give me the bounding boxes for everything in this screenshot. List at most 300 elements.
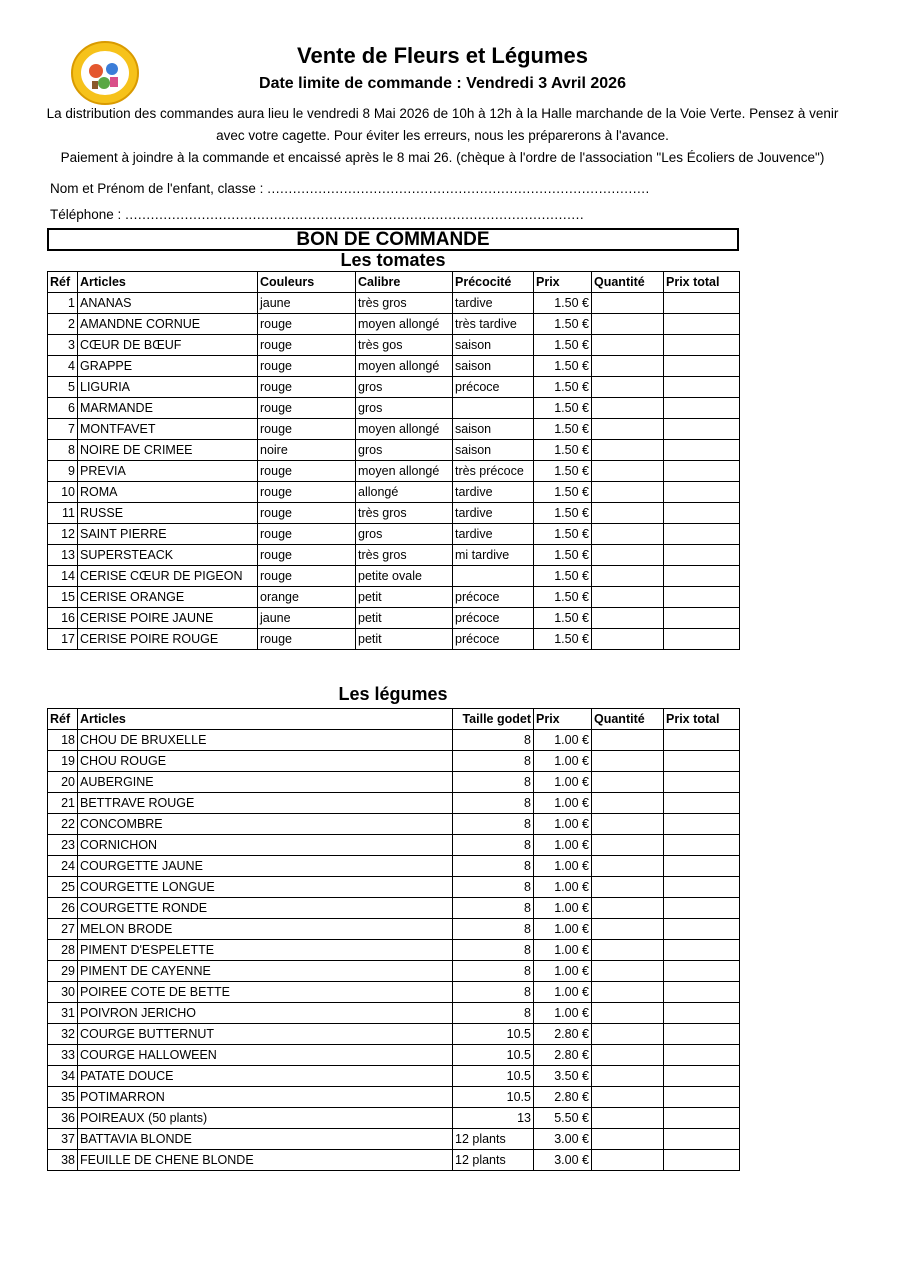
table-row [48,1045,740,1066]
vegetables-table [47,708,740,1171]
quantity-cell[interactable] [592,398,664,419]
table-cell: 36 [48,1108,78,1129]
quantity-cell[interactable] [592,440,664,461]
table-cell: 8 [453,1003,534,1024]
table-cell: CERISE CŒUR DE PIGEON [78,566,258,587]
quantity-cell[interactable] [592,461,664,482]
table-cell: tardive [453,503,534,524]
total-price-cell[interactable] [664,730,740,751]
table-cell: PIMENT D'ESPELETTE [78,940,453,961]
table-cell: FEUILLE DE CHENE BLONDE [78,1150,453,1171]
quantity-cell[interactable] [592,751,664,772]
column-header: Quantité [592,709,664,730]
table-cell: 3.50 € [534,1066,592,1087]
table-row [48,856,740,877]
quantity-cell[interactable] [592,898,664,919]
child-name-label: Nom et Prénom de l'enfant, classe : [50,181,268,196]
total-price-cell[interactable] [664,503,740,524]
total-price-cell[interactable] [664,440,740,461]
table-cell: rouge [258,524,356,545]
table-cell: gros [356,524,453,545]
table-cell: 17 [48,629,78,650]
table-cell: 1.00 € [534,772,592,793]
table-cell: COURGETTE RONDE [78,898,453,919]
total-price-cell[interactable] [664,772,740,793]
table-row [48,730,740,751]
quantity-cell[interactable] [592,503,664,524]
total-price-cell[interactable] [664,919,740,940]
table-cell: 8 [453,835,534,856]
table-row [48,335,740,356]
table-row [48,419,740,440]
table-cell: CONCOMBRE [78,814,453,835]
table-cell: 5 [48,377,78,398]
total-price-cell[interactable] [664,419,740,440]
table-cell: MARMANDE [78,398,258,419]
table-cell: 7 [48,419,78,440]
table-cell: rouge [258,566,356,587]
total-price-cell[interactable] [664,1129,740,1150]
table-cell: petit [356,608,453,629]
total-price-cell[interactable] [664,1045,740,1066]
intro-line-3: Paiement à joindre à la commande et encaissé après le 8 mai 26. (chèque à l'ordre de l'association "Les Écoliers de Jouvence") [60,150,825,165]
table-cell: 8 [453,961,534,982]
phone-dots[interactable]: ............................................................................................................ [125,207,585,222]
quantity-cell[interactable] [592,1045,664,1066]
child-name-dots[interactable]: .......................................................................................... [267,181,650,196]
page-title: Vente de Fleurs et Légumes [297,43,588,68]
table-cell: 27 [48,919,78,940]
table-row [48,1003,740,1024]
table-cell: 32 [48,1024,78,1045]
total-price-cell[interactable] [664,377,740,398]
table-cell: petite ovale [356,566,453,587]
quantity-cell[interactable] [592,940,664,961]
table-cell: CERISE POIRE JAUNE [78,608,258,629]
table-cell: AUBERGINE [78,772,453,793]
table-cell: PATATE DOUCE [78,1066,453,1087]
table-cell: 8 [453,940,534,961]
tomatoes-table [47,271,740,650]
quantity-cell[interactable] [592,856,664,877]
table-cell: saison [453,440,534,461]
table-row [48,566,740,587]
phone-label: Téléphone : [50,207,126,222]
total-price-cell[interactable] [664,335,740,356]
column-header: Réf [48,709,78,730]
table-cell: moyen allongé [356,356,453,377]
table-cell: saison [453,335,534,356]
table-cell: 2.80 € [534,1024,592,1045]
table-cell: 14 [48,566,78,587]
table-row [48,814,740,835]
table-cell: 1.00 € [534,793,592,814]
table-cell: 38 [48,1150,78,1171]
table-cell: 1.50 € [534,461,592,482]
column-header: Réf [48,272,78,293]
total-price-cell[interactable] [664,751,740,772]
table-cell: CORNICHON [78,835,453,856]
table-cell: 1.50 € [534,293,592,314]
table-cell: très précoce [453,461,534,482]
table-row [48,1150,740,1171]
table-cell: 28 [48,940,78,961]
table-cell: 35 [48,1087,78,1108]
table-cell: POIVRON JERICHO [78,1003,453,1024]
quantity-cell[interactable] [592,772,664,793]
table-cell: 8 [453,856,534,877]
order-form-title: BON DE COMMANDE [47,228,739,251]
table-cell: AMANDNE CORNUE [78,314,258,335]
table-cell: COURGE BUTTERNUT [78,1024,453,1045]
table-cell: POTIMARRON [78,1087,453,1108]
total-price-cell[interactable] [664,545,740,566]
table-cell: 34 [48,1066,78,1087]
column-header: Articles [78,709,453,730]
table-cell: 1.50 € [534,524,592,545]
table-cell: 10 [48,482,78,503]
table-row [48,1129,740,1150]
table-cell: BETTRAVE ROUGE [78,793,453,814]
total-price-cell[interactable] [664,608,740,629]
table-cell: ANANAS [78,293,258,314]
table-cell: 1.50 € [534,419,592,440]
table-cell: 1.50 € [534,398,592,419]
table-cell: 8 [453,898,534,919]
table-cell: 16 [48,608,78,629]
quantity-cell[interactable] [592,961,664,982]
table-cell: rouge [258,482,356,503]
table-cell [453,566,534,587]
table-cell: ROMA [78,482,258,503]
child-name-field[interactable] [50,181,650,196]
total-price-cell[interactable] [664,293,740,314]
table-cell: 1.00 € [534,1003,592,1024]
table-cell: allongé [356,482,453,503]
total-price-cell[interactable] [664,482,740,503]
table-cell: 1.00 € [534,877,592,898]
total-price-cell[interactable] [664,629,740,650]
table-cell: 1.50 € [534,440,592,461]
table-cell: tardive [453,482,534,503]
tomatoes-section-title: Les tomates [340,250,446,270]
table-cell: rouge [258,356,356,377]
intro-line-1: La distribution des commandes aura lieu le vendredi 8 Mai 2026 de 10h à 12h à la Halle marchande de la Voie Verte. Pensez à venir [46,106,839,121]
quantity-cell[interactable] [592,608,664,629]
table-cell: 25 [48,877,78,898]
table-row [48,898,740,919]
quantity-cell[interactable] [592,730,664,751]
table-cell: 8 [453,730,534,751]
total-price-cell[interactable] [664,1066,740,1087]
quantity-cell[interactable] [592,629,664,650]
table-cell: 3.00 € [534,1150,592,1171]
quantity-cell[interactable] [592,314,664,335]
table-cell: 1.50 € [534,608,592,629]
table-cell: précoce [453,377,534,398]
table-cell: rouge [258,398,356,419]
table-cell: 8 [48,440,78,461]
table-cell: 3.00 € [534,1129,592,1150]
total-price-cell[interactable] [664,398,740,419]
table-cell: POIREAUX (50 plants) [78,1108,453,1129]
total-price-cell[interactable] [664,587,740,608]
table-cell: 10.5 [453,1087,534,1108]
table-cell: très gros [356,293,453,314]
table-cell: jaune [258,293,356,314]
total-price-cell[interactable] [664,793,740,814]
table-cell: SUPERSTEACK [78,545,258,566]
table-cell: 10.5 [453,1045,534,1066]
order-deadline: Date limite de commande : Vendredi 3 Avril 2026 [259,75,626,92]
table-cell: 1.00 € [534,835,592,856]
table-cell: très gos [356,335,453,356]
total-price-cell[interactable] [664,856,740,877]
table-cell: 24 [48,856,78,877]
quantity-cell[interactable] [592,587,664,608]
quantity-cell[interactable] [592,1087,664,1108]
table-cell: 1.00 € [534,751,592,772]
quantity-cell[interactable] [592,482,664,503]
table-cell: 11 [48,503,78,524]
quantity-cell[interactable] [592,1003,664,1024]
table-cell: 1.50 € [534,587,592,608]
quantity-cell[interactable] [592,545,664,566]
table-cell: rouge [258,461,356,482]
table-cell: 1.50 € [534,314,592,335]
total-price-cell[interactable] [664,356,740,377]
table-cell: précoce [453,608,534,629]
quantity-cell[interactable] [592,814,664,835]
table-cell: 9 [48,461,78,482]
table-cell: 8 [453,814,534,835]
table-cell: 8 [453,877,534,898]
table-row [48,793,740,814]
table-cell: 1.00 € [534,982,592,1003]
quantity-cell[interactable] [592,356,664,377]
table-cell: mi tardive [453,545,534,566]
table-cell: MELON BRODE [78,919,453,940]
table-cell: petit [356,587,453,608]
quantity-cell[interactable] [592,877,664,898]
table-cell: 30 [48,982,78,1003]
table-cell: moyen allongé [356,461,453,482]
column-header: Couleurs [258,272,356,293]
table-cell: 12 [48,524,78,545]
table-row [48,772,740,793]
quantity-cell[interactable] [592,377,664,398]
quantity-cell[interactable] [592,793,664,814]
table-cell [453,398,534,419]
total-price-cell[interactable] [664,835,740,856]
table-cell: 1.00 € [534,898,592,919]
table-cell: 19 [48,751,78,772]
table-cell: 1.00 € [534,940,592,961]
total-price-cell[interactable] [664,1003,740,1024]
table-cell: 8 [453,772,534,793]
total-price-cell[interactable] [664,524,740,545]
table-cell: 18 [48,730,78,751]
table-cell: saison [453,356,534,377]
table-cell: très gros [356,503,453,524]
table-cell: CHOU DE BRUXELLE [78,730,453,751]
table-cell: 1.50 € [534,482,592,503]
table-cell: CERISE POIRE ROUGE [78,629,258,650]
total-price-cell[interactable] [664,982,740,1003]
table-cell: 1.50 € [534,545,592,566]
table-cell: PIMENT DE CAYENNE [78,961,453,982]
table-cell: saison [453,419,534,440]
table-row [48,587,740,608]
table-cell: tardive [453,293,534,314]
column-header: Prix total [664,709,740,730]
table-cell: rouge [258,314,356,335]
table-row [48,982,740,1003]
table-cell: RUSSE [78,503,258,524]
total-price-cell[interactable] [664,314,740,335]
table-cell: rouge [258,377,356,398]
table-cell: 26 [48,898,78,919]
table-cell: 1.50 € [534,566,592,587]
table-row [48,835,740,856]
table-cell: noire [258,440,356,461]
table-cell: 1 [48,293,78,314]
table-cell: 2.80 € [534,1087,592,1108]
table-cell: 10.5 [453,1024,534,1045]
quantity-cell[interactable] [592,419,664,440]
phone-field[interactable] [50,207,584,222]
table-row [48,1087,740,1108]
total-price-cell[interactable] [664,940,740,961]
table-cell: rouge [258,545,356,566]
table-row [48,503,740,524]
quantity-cell[interactable] [592,1129,664,1150]
table-cell: précoce [453,587,534,608]
table-cell: 1.50 € [534,629,592,650]
quantity-cell[interactable] [592,335,664,356]
table-cell: GRAPPE [78,356,258,377]
vegetables-section-title: Les légumes [338,684,448,704]
table-cell: 1.50 € [534,503,592,524]
table-cell: 12 plants [453,1150,534,1171]
table-cell: rouge [258,503,356,524]
table-row [48,377,740,398]
table-cell: 23 [48,835,78,856]
table-cell: très gros [356,545,453,566]
quantity-cell[interactable] [592,566,664,587]
column-header: Prix [534,272,592,293]
table-row [48,356,740,377]
table-cell: 1.00 € [534,856,592,877]
table-cell: PREVIA [78,461,258,482]
total-price-cell[interactable] [664,461,740,482]
table-cell: 13 [453,1108,534,1129]
total-price-cell[interactable] [664,566,740,587]
column-header: Articles [78,272,258,293]
total-price-cell[interactable] [664,898,740,919]
table-cell: 8 [453,793,534,814]
quantity-cell[interactable] [592,1024,664,1045]
table-cell: 29 [48,961,78,982]
quantity-cell[interactable] [592,1150,664,1171]
quantity-cell[interactable] [592,919,664,940]
table-cell: tardive [453,524,534,545]
table-row [48,1066,740,1087]
total-price-cell[interactable] [664,1087,740,1108]
column-header: Taille godet [453,709,534,730]
quantity-cell[interactable] [592,1108,664,1129]
table-row [48,940,740,961]
table-cell: moyen allongé [356,314,453,335]
total-price-cell[interactable] [664,814,740,835]
table-cell: 33 [48,1045,78,1066]
table-cell: rouge [258,335,356,356]
column-header: Prix [534,709,592,730]
table-cell: précoce [453,629,534,650]
table-cell: 2 [48,314,78,335]
table-row [48,461,740,482]
table-cell: rouge [258,419,356,440]
table-cell: 8 [453,919,534,940]
table-cell: 8 [453,982,534,1003]
quantity-cell[interactable] [592,1066,664,1087]
table-row [48,919,740,940]
table-cell: 15 [48,587,78,608]
total-price-cell[interactable] [664,1024,740,1045]
table-cell: rouge [258,629,356,650]
quantity-cell[interactable] [592,835,664,856]
table-cell: COURGETTE JAUNE [78,856,453,877]
total-price-cell[interactable] [664,961,740,982]
table-row [48,545,740,566]
table-cell: 21 [48,793,78,814]
quantity-cell[interactable] [592,293,664,314]
table-cell: 2.80 € [534,1045,592,1066]
table-cell: 31 [48,1003,78,1024]
table-row [48,629,740,650]
table-cell: moyen allongé [356,419,453,440]
total-price-cell[interactable] [664,1108,740,1129]
table-cell: COURGE HALLOWEEN [78,1045,453,1066]
table-cell: CŒUR DE BŒUF [78,335,258,356]
table-row [48,877,740,898]
table-cell: petit [356,629,453,650]
table-cell: 1.00 € [534,961,592,982]
table-cell: BATTAVIA BLONDE [78,1129,453,1150]
table-cell: 22 [48,814,78,835]
table-cell: MONTFAVET [78,419,258,440]
table-row [48,961,740,982]
table-row [48,398,740,419]
table-cell: 20 [48,772,78,793]
total-price-cell[interactable] [664,1150,740,1171]
table-row [48,293,740,314]
table-cell: très tardive [453,314,534,335]
table-cell: 1.00 € [534,814,592,835]
table-row [48,751,740,772]
table-cell: gros [356,440,453,461]
table-cell: 1.50 € [534,377,592,398]
table-cell: gros [356,377,453,398]
total-price-cell[interactable] [664,877,740,898]
table-row [48,482,740,503]
quantity-cell[interactable] [592,524,664,545]
table-cell: 4 [48,356,78,377]
quantity-cell[interactable] [592,982,664,1003]
column-header: Quantité [592,272,664,293]
table-cell: SAINT PIERRE [78,524,258,545]
table-cell: 1.00 € [534,919,592,940]
